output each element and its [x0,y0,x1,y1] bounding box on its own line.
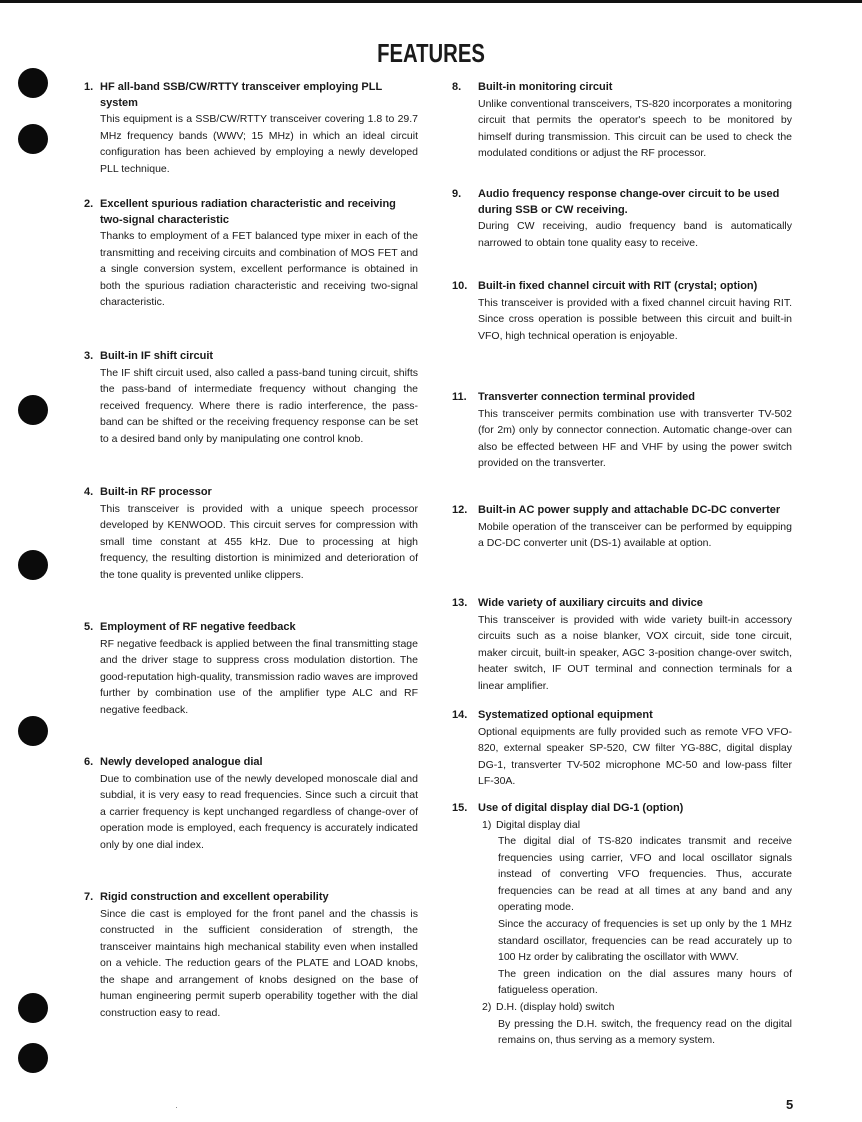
feature-heading [84,620,418,636]
feature-number: 2. [84,198,94,210]
feature-title: Built-in monitoring circuit [478,81,613,93]
feature-heading [84,349,418,365]
binder-hole-5 [18,716,48,746]
subitem-number: 1) [482,818,492,831]
binder-hole-7 [18,1043,48,1073]
feature-10 [452,279,792,344]
feature-title: Built-in IF shift circuit [100,350,214,362]
feature-8 [452,80,792,162]
feature-title: Wide variety of auxiliary circuits and divice [478,597,703,609]
feature-number: 5. [84,621,94,633]
feature-12 [452,503,792,552]
subitem-heading [482,817,792,834]
feature-heading [452,279,792,295]
feature-number: 7. [84,891,94,903]
feature-title: Employment of RF negative feedback [100,621,296,633]
feature-number: 3. [84,350,94,362]
feature-heading [452,390,792,406]
feature-heading [452,503,792,519]
feature-title: Systematized optional equipment [478,709,653,721]
feature-title: Built-in RF processor [100,486,212,498]
feature-15 [452,801,792,1049]
feature-number: 1. [84,81,94,93]
feature-title: Use of digital display dial DG-1 (option) [478,802,684,814]
feature-title: Built-in fixed channel circuit with RIT (crystal; option) [478,280,758,292]
feature-4 [84,485,418,583]
feature-heading [84,80,418,111]
feature-3 [84,349,418,447]
feature-body: Unlike conventional transceivers, TS-820 incorporates a monitoring circuit that permits the operator's speech to be monitored by himself during transmission. This circuit can be used to check the modulated conditions or adjust the RF processor. [478,97,792,160]
feature-title: Built-in AC power supply and attachable DC-DC converter [478,504,781,516]
feature-heading [452,80,792,96]
feature-7 [84,890,418,1022]
feature-heading [84,485,418,501]
feature-1 [84,80,418,177]
feature-13 [452,596,792,694]
subitem-paragraph: The digital dial of TS-820 indicates transmit and receive frequencies using carrier, VFO and local oscillator signals instead of converting VFO frequencies. Thus, accurate frequencies can be read at all times at any band and any operating mode. [498,835,792,914]
feature-body: Since die cast is employed for the front panel and the chassis is constructed in the sufficient consideration of strength, the transceiver maintains high mechanical stability even when installed on a vehicle. The reduction gears of the PLATE and LOAD knobs, the shape and arrangement of knobs designed on the base of human engineering permit superb operability together with the dial construction easy to read. [100,907,418,1020]
feature-number: 10. [452,280,468,292]
subitem-heading [482,999,792,1016]
scan-speck [176,1107,177,1108]
feature-title: Transverter connection terminal provided [478,391,696,403]
feature-number: 12. [452,504,468,516]
feature-number: 14. [452,709,468,721]
subitem-paragraph: The green indication on the dial assures many hours of fatigueless operation. [498,967,792,997]
feature-number: 4. [84,486,94,498]
feature-title: Rigid construction and excellent operability [100,891,329,903]
feature-14 [452,708,792,790]
feature-body: During CW receiving, audio frequency band is automatically narrowed to obtain tone quality easy to receive. [478,220,792,249]
subitem-number: 2) [482,1001,492,1014]
feature-number: 13. [452,597,468,609]
binder-hole-2 [18,124,48,154]
binder-hole-6 [18,993,48,1023]
feature-9 [452,187,792,251]
feature-heading [452,708,792,724]
feature-body: Due to combination use of the newly developed monoscale dial and subdial, it is very easy to read frequencies. Since such a circuit that a carrier frequency is kept unchanged regardless of change-over of operation mode is employed, each frequency is accurately indicated only by one dial index. [100,772,418,851]
feature-5 [84,620,418,718]
feature-body: The IF shift circuit used, also called a pass-band tuning circuit, shifts the pass-band of intermediate frequency without changing the received frequency. Where there is radio interference, the pass-band can be shifted or the receiving frequency response can be set to a desired band only by manipulating one control knob. [100,366,418,445]
feature-body: RF negative feedback is applied between the final transmitting stage and the driver stage to suppress cross modulation distortion. The good-reputation high-quality, transmission radio waves are improved further by combination use of the amplifier type ALC and RF negative feedback. [100,637,418,716]
feature-2 [84,197,418,311]
feature-heading [452,596,792,612]
feature-number: 8. [452,81,462,93]
subitem-paragraph: Since the accuracy of frequencies is set up only by the 1 MHz standard oscillator, frequencies can be read accurately up to 100 Hz order by calibrating the oscillator with WWV. [498,918,792,964]
binder-hole-1 [18,68,48,98]
feature-heading [84,755,418,771]
feature-title: Audio frequency response change-over circuit to be used during SSB or CW receiving. [478,188,780,216]
feature-11 [452,390,792,472]
feature-6 [84,755,418,853]
feature-body: Mobile operation of the transceiver can be performed by equipping a DC-DC converter unit (DS-1) available at option. [478,520,792,550]
feature-body: Optional equipments are fully provided such as remote VFO VFO-820, external speaker SP-520, CW filter YG-88C, digital display DG-1, transverter TV-502 microphone MC-50 and low-pass filter LF-30A. [478,725,792,788]
page-number: 5 [786,1097,794,1112]
feature-title: Excellent spurious radiation characteristic and receiving two-signal characteristic [100,198,396,226]
feature-heading [452,801,792,817]
feature-title: HF all-band SSB/CW/RTTY transceiver employing PLL system [100,81,382,109]
feature-heading [84,197,418,228]
feature-number: 6. [84,756,94,768]
subitem-title: D.H. (display hold) switch [496,1001,615,1014]
feature-body: This transceiver is provided with wide variety built-in accessory circuits such as a noise blanker, VOX circuit, side tone circuit, maker circuit, built-in speaker, AGC 3-position change-over switch, heater switch, IF OUT terminal and connection terminals for a linear amplifier. [478,613,792,692]
feature-heading [84,890,418,906]
subitem-title: Digital display dial [496,818,581,831]
binder-hole-4 [18,550,48,580]
feature-number: 15. [452,802,468,814]
feature-body: This transceiver permits combination use with transverter TV-502 (for 2m) only by connector connection. Automatic change-over can also be effected between HF and VHF by using the power switch provided on the transverter. [478,407,792,470]
top-border-line [0,0,862,3]
feature-number: 11. [452,391,467,403]
feature-body: This transceiver is provided with a fixed channel circuit having RIT. Since cross operation is possible between this circuit and built-in VFO, high technical operation is enjoyable. [478,296,792,342]
feature-title: Newly developed analogue dial [100,756,263,768]
page-title: FEATURES [377,38,485,68]
feature-number: 9. [452,188,462,200]
feature-heading [452,187,792,218]
subitem-paragraph: By pressing the D.H. switch, the frequency read on the digital remains on, thus serving as a memory system. [498,1017,792,1047]
feature-body: Thanks to employment of a FET balanced type mixer in each of the transmitting and receiving circuits and combination of MOS FET and a single conversion system, excellent performance is obtained in both the spurious radiation characteristic and receiving two-signal characteristic. [100,230,418,309]
feature-body: This transceiver is provided with a unique speech processor developed by KENWOOD. This circuit serves for compression with small time constant at 455 kHz. Due to processing at high frequency, the resulting distortion is minimized and deterioration of the tone quality is prevented unlike clippers. [100,502,418,581]
feature-body: This equipment is a SSB/CW/RTTY transceiver covering 1.8 to 29.7 MHz frequency bands (WWV; 15 MHz) in which an ideal circuit configuration has been achieved by employing a newly developed PLL technique. [100,113,418,175]
binder-hole-3 [18,395,48,425]
